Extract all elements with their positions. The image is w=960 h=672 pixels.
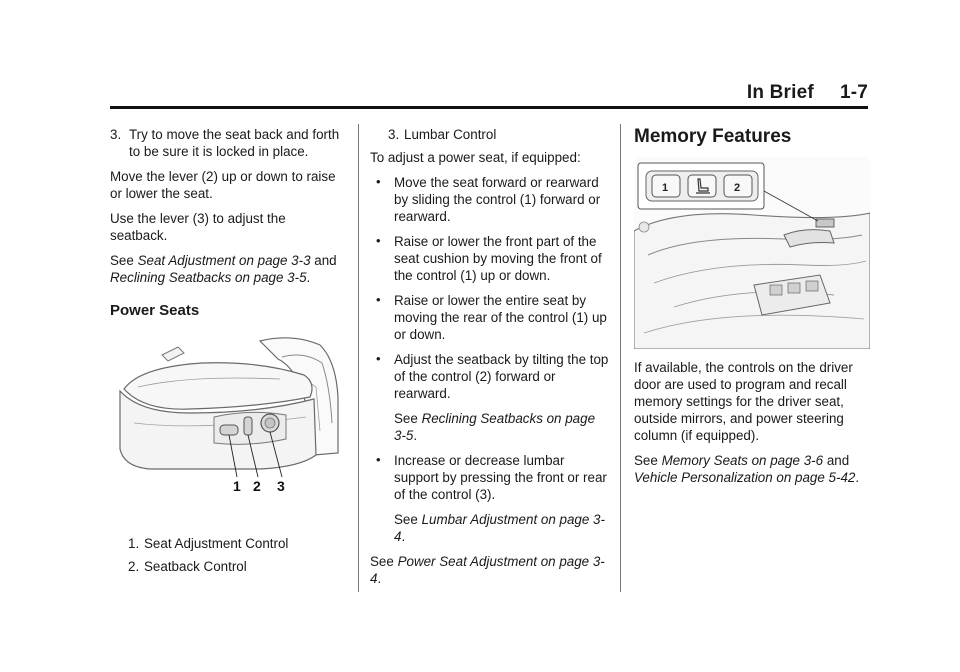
control-legend-continued [370, 126, 610, 143]
power-seats-heading: Power Seats [110, 302, 200, 319]
lumbar-adjustment-link[interactable]: Lumbar Adjustment on page 3-4 [394, 512, 605, 544]
memory-controls-illustration [634, 157, 870, 349]
section-title: In Brief [746, 82, 814, 103]
column-divider-1 [358, 124, 359, 592]
bullet-item [370, 174, 610, 225]
legend-item [370, 126, 610, 143]
seat-adjustment-control [220, 425, 238, 435]
legend-number: 2. [128, 559, 140, 574]
legend-item [110, 535, 342, 552]
period: . [413, 428, 418, 443]
see-reference [370, 410, 610, 444]
page-header [110, 78, 868, 109]
reclining-seatbacks-link[interactable]: Reclining Seatbacks on page 3-5 [110, 270, 307, 285]
header-text [747, 82, 868, 104]
see-prefix: See [394, 512, 418, 527]
bullet-glyph: • [376, 452, 381, 467]
legend-label: Seat Adjustment Control [144, 536, 289, 551]
memory-features-heading: Memory Features [634, 126, 792, 147]
bullet-text: Increase or decrease lumbar support by pressing the front or rear of the control (3). [394, 453, 607, 502]
see-prefix: See [394, 411, 418, 426]
bullet-item [370, 452, 610, 503]
power-seat-adjustment-link[interactable]: Power Seat Adjustment on page 3-4 [370, 554, 605, 586]
callout-3: 3 [277, 478, 285, 494]
legend-label: Lumbar Control [404, 127, 497, 142]
see-reference [370, 553, 610, 587]
bullet-text: Move the seat forward or rearward by sliding the control (1) forward or rearward. [394, 175, 601, 224]
see-prefix: See [634, 453, 658, 468]
door-panel [634, 213, 870, 349]
seat-cushion [124, 363, 312, 409]
memory-button-1-label: 1 [662, 182, 669, 194]
bullet-glyph: • [376, 351, 381, 366]
legend-number: 1. [128, 536, 140, 551]
bullet-item [370, 351, 610, 402]
vehicle-personalization-link[interactable]: Vehicle Personalization on page 5-42 [634, 470, 856, 485]
lever2-paragraph: Move the lever (2) up or down to raise or lower the seat. [110, 169, 336, 201]
legend-label: Seatback Control [144, 559, 247, 574]
seat-adjustment-link[interactable]: Seat Adjustment on page 3-3 [137, 253, 311, 268]
control-legend [110, 535, 342, 575]
step-3 [110, 126, 342, 160]
see-reference [110, 252, 342, 286]
seatback-control [244, 417, 252, 435]
page-number: 1-7 [839, 82, 868, 103]
column-3 [634, 126, 870, 494]
see-prefix: See [110, 253, 134, 268]
memory-set-button [688, 175, 716, 197]
bullet-glyph: • [376, 292, 381, 307]
bullet-item [370, 292, 610, 343]
legend-item [110, 558, 342, 575]
column-divider-2 [620, 124, 621, 592]
and-word: and [826, 453, 850, 468]
reclining-seatbacks-link[interactable]: Reclining Seatbacks on page 3-5 [394, 411, 596, 443]
memory-button-2-label: 2 [734, 182, 741, 194]
and-word: and [314, 253, 337, 268]
callout-2: 2 [253, 478, 261, 494]
see-reference [634, 452, 870, 486]
column-2 [370, 126, 610, 595]
bullet-text: Adjust the seatback by tilting the top of the control (2) forward or rearward. [394, 352, 609, 401]
period: . [306, 270, 311, 285]
bullet-glyph: • [376, 174, 381, 189]
bullet-item [370, 233, 610, 284]
see-reference [370, 511, 610, 545]
column-1 [110, 126, 342, 581]
intro-paragraph: To adjust a power seat, if equipped: [370, 150, 581, 165]
memory-seats-link[interactable]: Memory Seats on page 3-6 [661, 453, 824, 468]
period: . [377, 571, 382, 586]
memory-paragraph: If available, the controls on the driver door are used to program and recall memory settings for the driver seat, outside mirrors, and power steering column (if equipped). [634, 360, 853, 443]
bullet-text: Raise or lower the front part of the seat cushion by moving the front of the control (1) up or down. [394, 234, 602, 283]
step-text: Try to move the seat back and forth to be sure it is locked in place. [129, 127, 340, 159]
callout-1: 1 [233, 478, 241, 494]
period: . [855, 470, 860, 485]
power-seat-illustration [110, 327, 340, 517]
period: . [401, 529, 406, 544]
bullet-text: Raise or lower the entire seat by moving the rear of the control (1) up or down. [394, 293, 607, 342]
lever3-paragraph: Use the lever (3) to adjust the seatback. [110, 211, 286, 243]
step-number: 3. [110, 127, 122, 142]
bullet-glyph: • [376, 233, 381, 248]
legend-number: 3. [388, 127, 400, 142]
see-prefix: See [370, 554, 394, 569]
